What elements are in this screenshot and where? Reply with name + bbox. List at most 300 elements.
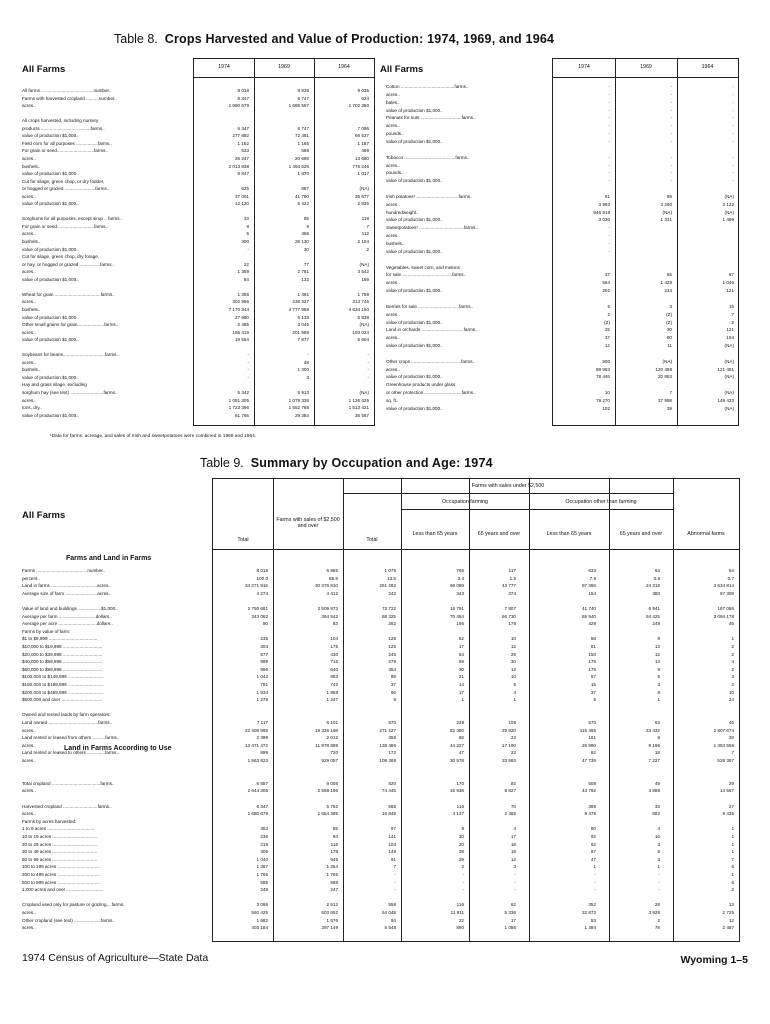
cell-value: 7 877	[297, 337, 309, 343]
cell-value: 46	[728, 621, 734, 627]
row-label: value of production $1,000..	[386, 138, 443, 144]
cell-value: -	[732, 91, 734, 97]
row-label: 200 to 499 acres .................................	[22, 872, 100, 877]
table-row	[386, 186, 737, 192]
row-label: 30 to 49 acres ...................................	[22, 849, 98, 855]
row-label: $100,000 to $149,999 ............................	[22, 674, 104, 680]
cell-value: 6 747	[297, 125, 309, 131]
cell-value: 14	[654, 659, 660, 665]
table-row	[22, 583, 738, 589]
table9-subsection-land: Farms and Land in Farms	[66, 555, 152, 562]
cell-value: 1 051 305	[228, 397, 249, 403]
header-rule	[194, 77, 374, 78]
table-row	[22, 224, 373, 230]
table-row	[22, 697, 738, 703]
cell-value: 118	[361, 216, 369, 222]
cell-value: 62	[590, 841, 596, 847]
cell-value: 100.0	[256, 575, 268, 581]
row-label: $40,000 to $59,999 ...............................	[22, 659, 103, 665]
cell-value: 12	[510, 666, 516, 672]
row-label: acres..	[22, 811, 36, 817]
cell-value: 1 046	[722, 280, 734, 286]
footer-right: Wyoming 1–5	[680, 954, 748, 966]
cell-value: 30	[303, 246, 309, 252]
cell-value: 3	[657, 682, 660, 687]
cell-value: 429	[588, 621, 596, 627]
cell-value: 229	[456, 720, 464, 725]
table-row	[22, 254, 373, 260]
cell-value: 70	[510, 803, 516, 809]
cell-value: 30 578	[449, 758, 464, 763]
cell-value: -	[658, 887, 660, 893]
cell-value: 92	[590, 834, 596, 839]
cell-value: 677	[260, 651, 268, 657]
cell-value: 5 336	[504, 910, 516, 915]
table-row	[386, 406, 737, 412]
cell-value: 6 857	[256, 780, 268, 786]
row-label: percent..	[22, 575, 40, 581]
cell-value: 22	[243, 261, 249, 267]
cell-value: 3 634 814	[713, 583, 734, 589]
cell-value: 167 086	[717, 606, 734, 611]
cell-value: 116	[456, 803, 464, 809]
cell-value: (NA)	[724, 343, 734, 349]
cell-value: 1 079	[384, 568, 396, 573]
table-row	[22, 925, 738, 931]
cell-value: 57	[590, 674, 596, 680]
table9-rows	[22, 568, 738, 940]
cell-value: -	[608, 99, 610, 105]
cell-value: 9	[461, 826, 464, 832]
cell-value: 29 920	[501, 727, 516, 733]
cell-value: 38	[458, 849, 464, 855]
row-label: Cut for silage, green chop, dry forage,	[22, 254, 100, 260]
cell-value: 117	[508, 568, 516, 573]
cell-value: 6 008	[326, 780, 338, 786]
cell-value: 74 445	[381, 788, 396, 794]
cell-value: 7	[366, 223, 369, 229]
cell-value: -	[514, 872, 516, 877]
cell-value: 20 669	[294, 155, 309, 161]
cell-value: 29 384	[294, 412, 309, 418]
cell-value: -	[608, 154, 610, 160]
row-label: value of production $1,000..	[386, 288, 443, 294]
table-row	[386, 170, 737, 176]
cell-value: -	[367, 367, 369, 373]
cell-value: 59	[458, 659, 464, 665]
cell-value: (NA)	[662, 358, 672, 364]
table-row	[22, 629, 738, 635]
table-row	[22, 636, 738, 642]
cell-value: -	[670, 178, 672, 184]
row-label: Farms by value of farm:	[22, 628, 71, 634]
cell-value: 54	[458, 651, 464, 657]
cell-value: 2 509 873	[317, 606, 338, 611]
cell-value: 946 919	[593, 209, 610, 215]
cell-value: 96 089	[449, 583, 464, 589]
row-label: value of production $1,000..	[386, 405, 443, 411]
cell-value: 18	[510, 849, 516, 855]
table-row	[386, 359, 737, 365]
table-row	[22, 186, 373, 192]
cell-value: 640	[330, 666, 338, 672]
cell-value: 6 347	[237, 95, 249, 101]
cell-value: 882	[652, 811, 660, 817]
cell-value: -	[462, 872, 464, 877]
cell-value: 7	[731, 856, 734, 862]
row-label: acres..	[22, 193, 36, 199]
cell-value: 6 847	[237, 171, 249, 177]
cell-value: 1 576	[326, 917, 338, 923]
table8-title	[114, 32, 554, 46]
table-row	[386, 304, 737, 310]
table-row	[22, 88, 373, 94]
cell-value: -	[732, 170, 734, 176]
cell-value: 1 331	[660, 217, 672, 223]
cell-value: 3	[657, 856, 660, 862]
cell-value: 236 327	[292, 299, 309, 305]
table-row	[386, 249, 737, 255]
table-row	[22, 887, 738, 893]
cell-value: -	[670, 84, 672, 89]
table-row	[22, 895, 738, 901]
table-row	[386, 115, 737, 121]
cell-value: 49	[654, 780, 660, 786]
table-row	[22, 330, 373, 336]
cell-value: -	[732, 138, 734, 144]
cell-value: 7.9	[589, 575, 596, 581]
cell-value: 78 446	[595, 374, 610, 380]
cell-value: 17	[458, 644, 464, 649]
cell-value: 1 513 421	[348, 405, 369, 411]
cell-value: -	[394, 872, 396, 877]
cell-value: -	[594, 872, 596, 877]
table8-right-rows	[386, 84, 737, 424]
cell-value: 533	[241, 148, 249, 154]
table-row	[22, 201, 373, 207]
cell-value: 112	[361, 231, 369, 237]
cell-value: 8	[393, 697, 396, 703]
row-label: 100 to 199 acres .................................	[22, 864, 100, 870]
cell-value: -	[732, 107, 734, 113]
cell-value: 1 079 336	[288, 397, 309, 403]
cell-value: 87	[590, 849, 596, 855]
cell-value: 302 986	[232, 299, 249, 305]
row-label: Hay and grass silage, excluding	[22, 382, 87, 388]
cell-value: 970	[388, 720, 396, 725]
cell-value: 887	[301, 186, 309, 192]
table-row	[22, 277, 373, 283]
cell-value: 29	[510, 651, 516, 657]
cell-value: 2 399	[256, 735, 268, 741]
row-label: $60,000 to $99,999 ...............................	[22, 666, 103, 672]
row-label: acres..	[386, 123, 400, 129]
row-label: Wheat for grain ....................................farms..	[22, 291, 115, 297]
cell-value: -	[670, 131, 672, 137]
cell-value: -	[658, 872, 660, 877]
row-label: acres..	[386, 91, 400, 97]
row-label: acres..	[386, 233, 400, 239]
table-row	[386, 194, 737, 200]
cell-value: 13	[728, 902, 734, 908]
cell-value: 89	[666, 193, 672, 199]
cell-value: 12	[510, 644, 516, 649]
table-row	[22, 652, 738, 658]
cell-value: 900	[602, 358, 610, 364]
cell-value: (NA)	[662, 209, 672, 215]
cell-value: 81	[590, 644, 596, 649]
cell-value: 7 807	[504, 606, 516, 611]
cell-value: 2 781	[297, 269, 309, 275]
cell-value: 6	[731, 879, 734, 885]
year-header-1974: 1974	[578, 64, 590, 70]
cell-value: 1 359	[237, 269, 249, 275]
col-less65b: Less than 65 years	[546, 531, 592, 537]
cell-value: 61	[604, 193, 610, 199]
cell-value: 4	[657, 826, 660, 832]
cell-value: 1	[657, 697, 660, 703]
table-row	[386, 390, 737, 396]
table-row	[22, 758, 738, 764]
cell-value: 624	[361, 95, 369, 101]
cell-value: 149	[388, 849, 396, 855]
cell-value: 33	[243, 216, 249, 222]
cell-value: 66 527	[354, 133, 369, 139]
row-label: Average per farm .............................dollars..	[22, 613, 112, 619]
row-label: acres..	[22, 231, 36, 237]
cell-value: -	[608, 241, 610, 246]
cell-value: -	[608, 162, 610, 168]
table-row	[22, 621, 738, 627]
cell-value: 66 730	[501, 613, 516, 619]
cell-value: 35 567	[354, 412, 369, 418]
table-row	[22, 126, 373, 132]
cell-value: 116	[456, 902, 464, 908]
cell-value: 313 745	[352, 299, 369, 305]
cell-value: 154	[588, 590, 596, 596]
col-less65: Less than 65 years	[412, 531, 458, 537]
cell-value: (NA)	[724, 374, 734, 380]
cell-value: 633	[588, 568, 596, 573]
table8-number: Table 8.	[114, 32, 158, 46]
col-sales-over: Farms with sales of $2,500 and over	[276, 517, 340, 529]
row-label: tons, dry..	[22, 405, 42, 411]
cell-value: 12	[654, 651, 660, 657]
row-label: sorghum hay (see text) ..........................farms..	[22, 390, 118, 395]
cell-value: -	[670, 162, 672, 168]
col-over65b: 65 years and over	[619, 531, 663, 537]
row-label: value of production $1,000..	[386, 178, 443, 184]
cell-value: 62	[510, 902, 516, 908]
cell-value: 13.5	[387, 575, 396, 581]
cell-value: 63	[654, 720, 660, 725]
cell-value: 121 481	[717, 366, 734, 372]
cell-value: -	[608, 115, 610, 121]
col-total2: Total	[366, 537, 378, 543]
cell-value: 47	[458, 750, 464, 756]
cell-value: 138 466	[379, 742, 396, 748]
row-label: acres..	[22, 788, 36, 794]
cell-value: 2 558 196	[317, 788, 338, 794]
cell-value: 85.9	[329, 575, 338, 581]
cell-value: 10	[728, 689, 734, 695]
row-label: value of production $1,000..	[22, 276, 79, 282]
cell-value: -	[608, 91, 610, 97]
cell-value: 271 227	[379, 727, 396, 733]
cell-value: 3 928	[648, 910, 660, 915]
row-label: Sweetpotatoes¹ ...................................farms..	[386, 225, 478, 231]
cell-value: 6 101	[326, 720, 338, 725]
cell-value: -	[594, 887, 596, 893]
table-row	[22, 576, 738, 582]
cell-value: 43 777	[501, 583, 516, 589]
cell-value: 380	[652, 590, 660, 596]
table-row	[22, 413, 373, 419]
row-label: value of production $1,000..	[386, 319, 443, 325]
cell-value: -	[670, 91, 672, 97]
cell-value: 12	[604, 343, 610, 349]
row-label: Land rented or leased to others ..............farms..	[22, 750, 120, 756]
cell-value: 2 835	[357, 201, 369, 207]
table-row	[386, 343, 737, 349]
table-row	[22, 682, 738, 688]
cell-value: 16	[654, 834, 660, 839]
cell-value: 27 980	[234, 314, 249, 320]
row-label: acres..	[386, 201, 400, 207]
header-rule-under	[343, 493, 673, 494]
table-row	[386, 92, 737, 98]
table-row	[386, 147, 737, 153]
cell-value: -	[608, 225, 610, 231]
row-label: Land in farms ....................................acres..	[22, 583, 111, 589]
cell-value: 39	[666, 405, 672, 411]
cell-value: 526 397	[717, 758, 734, 763]
cell-value: 115 495	[579, 727, 596, 733]
table-row	[386, 257, 737, 263]
table-row	[22, 398, 373, 404]
cell-value: 37	[604, 272, 610, 278]
cell-value: 899	[260, 750, 268, 756]
cell-value: 12	[728, 917, 734, 923]
cell-value: 22 408 869	[245, 727, 268, 733]
table-row	[22, 352, 373, 358]
cell-value: 1 654 395	[317, 811, 338, 817]
row-label: acres..	[22, 103, 36, 109]
cell-value: 17	[458, 689, 464, 695]
row-label: acres..	[22, 758, 36, 763]
cell-value: -	[247, 367, 249, 373]
cell-value: 26 247	[234, 155, 249, 161]
cell-value: 36 677	[354, 193, 369, 199]
table9-title	[200, 456, 493, 470]
table-row	[22, 857, 738, 863]
cell-value: 9 475	[584, 811, 596, 817]
cell-value: -	[394, 887, 396, 893]
table-row	[22, 269, 373, 275]
cell-value: (NA)	[359, 261, 369, 267]
table-row	[386, 374, 737, 380]
cell-value: 1 759	[357, 291, 369, 297]
row-label: bales..	[386, 99, 400, 105]
table-row	[22, 322, 373, 328]
cell-value: 1 765	[326, 872, 338, 877]
cell-value: 7	[393, 864, 396, 870]
cell-value: 304	[260, 644, 268, 649]
cell-value: -	[367, 374, 369, 380]
cell-value: 465	[301, 231, 309, 237]
cell-value: 7	[731, 311, 734, 317]
table-row	[22, 315, 373, 321]
table-row	[22, 826, 738, 832]
cell-value: 2 104	[357, 239, 369, 244]
row-label: Greenhouse products under glass	[386, 382, 456, 388]
table9-subsection-use: Land in Farms According to Use	[64, 745, 172, 752]
cell-value: 1 563 823	[247, 758, 268, 763]
cell-value: 132	[301, 276, 309, 282]
cell-value: -	[732, 84, 734, 89]
cell-value: -	[462, 887, 464, 893]
cell-value: 354	[388, 666, 396, 672]
table-row	[22, 849, 738, 855]
cell-value: 5 342	[237, 390, 249, 395]
cell-value: 353	[260, 826, 268, 832]
cell-value: 2	[366, 246, 369, 252]
cell-value: 2	[731, 887, 734, 893]
cell-value: 5 839	[357, 314, 369, 320]
cell-value: 568	[388, 803, 396, 809]
cell-value: 13 471 472	[245, 742, 268, 748]
table9-heading: Summary by Occupation and Age: 1974	[250, 456, 493, 470]
cell-value: 1 934	[256, 689, 268, 695]
cell-value: 10	[510, 674, 516, 680]
cell-value: 2 512	[326, 902, 338, 908]
cell-value: 18	[510, 841, 516, 847]
cell-value: 1 499	[722, 217, 734, 223]
table-row	[386, 241, 737, 247]
table8-left-rows	[22, 88, 373, 424]
row-label: Vegetables, sweet corn, and melons	[386, 264, 460, 270]
cell-value: -	[670, 107, 672, 113]
cell-value: -	[608, 178, 610, 184]
cell-value: 92	[510, 780, 516, 786]
row-label: For grain or seed.............................farms..	[22, 223, 109, 229]
cell-value: 79 270	[595, 398, 610, 403]
row-label: acres..	[22, 742, 36, 748]
cell-value: 945	[330, 856, 338, 862]
cell-value: 776 246	[352, 163, 369, 169]
cell-value: 279	[388, 659, 396, 665]
row-label: Land rented or leased from others ..........farms..	[22, 735, 120, 741]
table-row	[22, 156, 373, 162]
table-row	[386, 288, 737, 294]
cell-value: 3	[731, 674, 734, 680]
cell-value: 7	[731, 750, 734, 756]
cell-value: 5 604	[357, 337, 369, 343]
cell-value: 430	[330, 651, 338, 657]
cell-value: -	[670, 123, 672, 129]
row-label: bushels..	[386, 241, 405, 246]
row-label: Cut for silage, green chop, or dry fodder,	[22, 178, 105, 184]
table-row	[22, 262, 373, 268]
cell-value: 1	[731, 872, 734, 877]
cell-value: 6 347	[237, 125, 249, 131]
cell-value: 3 030	[598, 217, 610, 223]
cell-value: 8	[657, 666, 660, 672]
table-row	[22, 819, 738, 825]
row-label: Value of land and buildings ..................$1,000..	[22, 606, 118, 611]
row-label: acres..	[22, 299, 36, 305]
cell-value: 37	[604, 335, 610, 341]
